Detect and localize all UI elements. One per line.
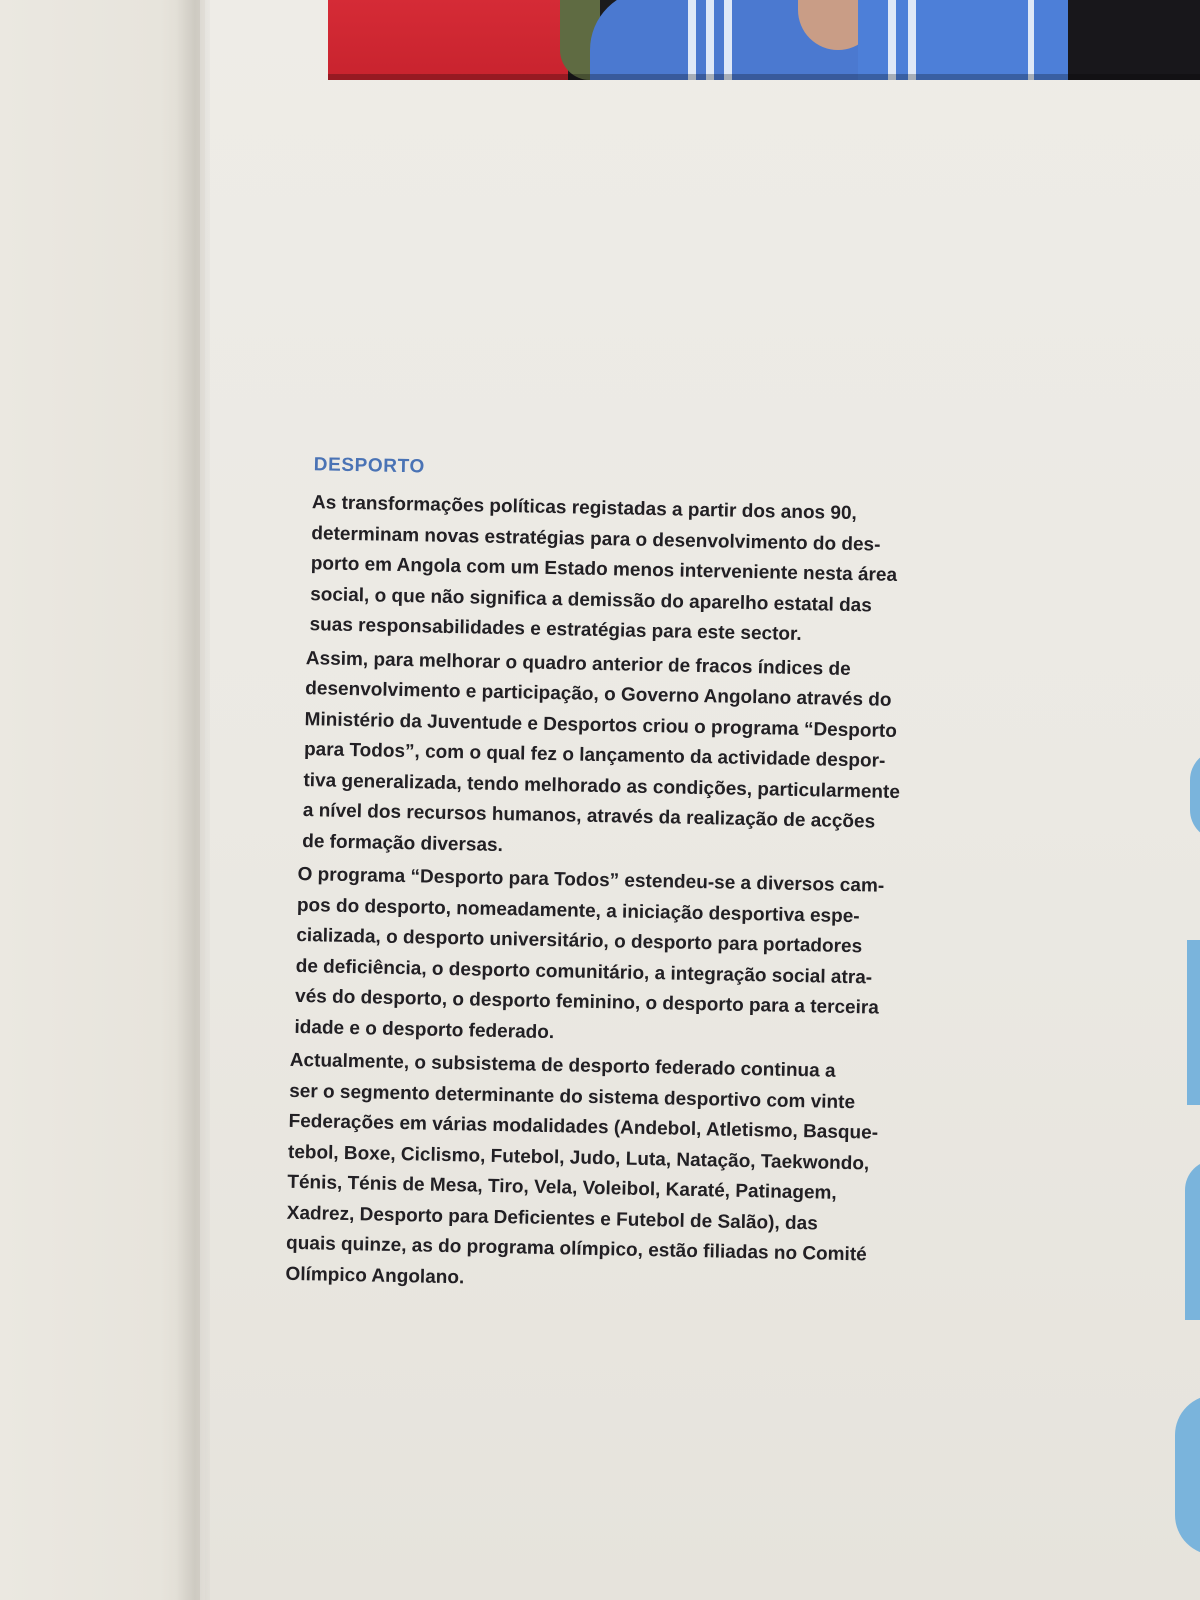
page-gutter: [176, 0, 210, 1600]
body-paragraph: O programa “Desporto para Todos” estendeu-se a diversos cam- pos do desporto, nomeadamente, a iniciação desportiva espe- cializada, o desporto universitário, o desporto para portadores de deficiência, o desporto comunitário, a integração social atra- vés do desporto, o desporto feminino, o desporto para a terceira idade e o desporto federado.: [294, 863, 885, 1043]
photo-red-jersey: [328, 0, 568, 80]
photo-jersey-stripe: [706, 0, 714, 80]
blue-graphic-shape: [1187, 940, 1200, 1105]
blue-graphic-shape: [1185, 1160, 1200, 1320]
body-paragraph: Assim, para melhorar o quadro anterior de fracos índices de desenvolvimento e participação, o Governo Angolano através do Ministério da Juventude e Desportos criou o programa “Desporto para Todos”, com o qual fez o lançamento da actividade despor- tiva generalizada, tendo melhorado as condições, particularmente a nível dos recursos humanos, através da realização de acções de formação diversas.: [302, 647, 901, 856]
photo-dark-background: [1068, 0, 1200, 80]
body-paragraph: Actualmente, o subsistema de desporto federado continua a ser o segmento determinante do sistema desportivo com vinte Federações em várias modalidades (Andebol, Atletismo, Basque- tebol, Boxe, Ciclismo, Futebol, Judo, Luta, Natação, Taekwondo, Ténis, Ténis de Mesa, Tiro, Vela, Voleibol, Karaté, Patinagem, Xadrez, Desporto para Deficientes e Futebol de Salão), das quais quinze, as do programa olímpico, estão filiadas no Comité Olímpico Angolano.: [285, 1049, 879, 1288]
left-page: [0, 0, 200, 1600]
photo-jersey-stripe: [888, 0, 896, 80]
sports-team-photo: [328, 0, 1200, 80]
photo-jersey-stripe: [688, 0, 696, 80]
blue-graphic-shape: [1175, 1395, 1200, 1555]
photo-bottom-shade: [328, 74, 1200, 80]
photo-jersey-stripe: [1028, 0, 1034, 80]
photo-jersey-stripe: [724, 0, 732, 80]
section-heading: DESPORTO: [313, 454, 426, 478]
photo-jersey-stripe: [908, 0, 916, 80]
body-paragraph: As transformações políticas registadas a partir dos anos 90, determinam novas estratégias para o desenvolvimento do des- porto em Angola com um Estado menos interveniente nesta área social, o que não significa a demissão do aparelho estatal das suas responsabilidades e estratégias para este sector.: [309, 492, 898, 646]
article: [287, 454, 1004, 1304]
